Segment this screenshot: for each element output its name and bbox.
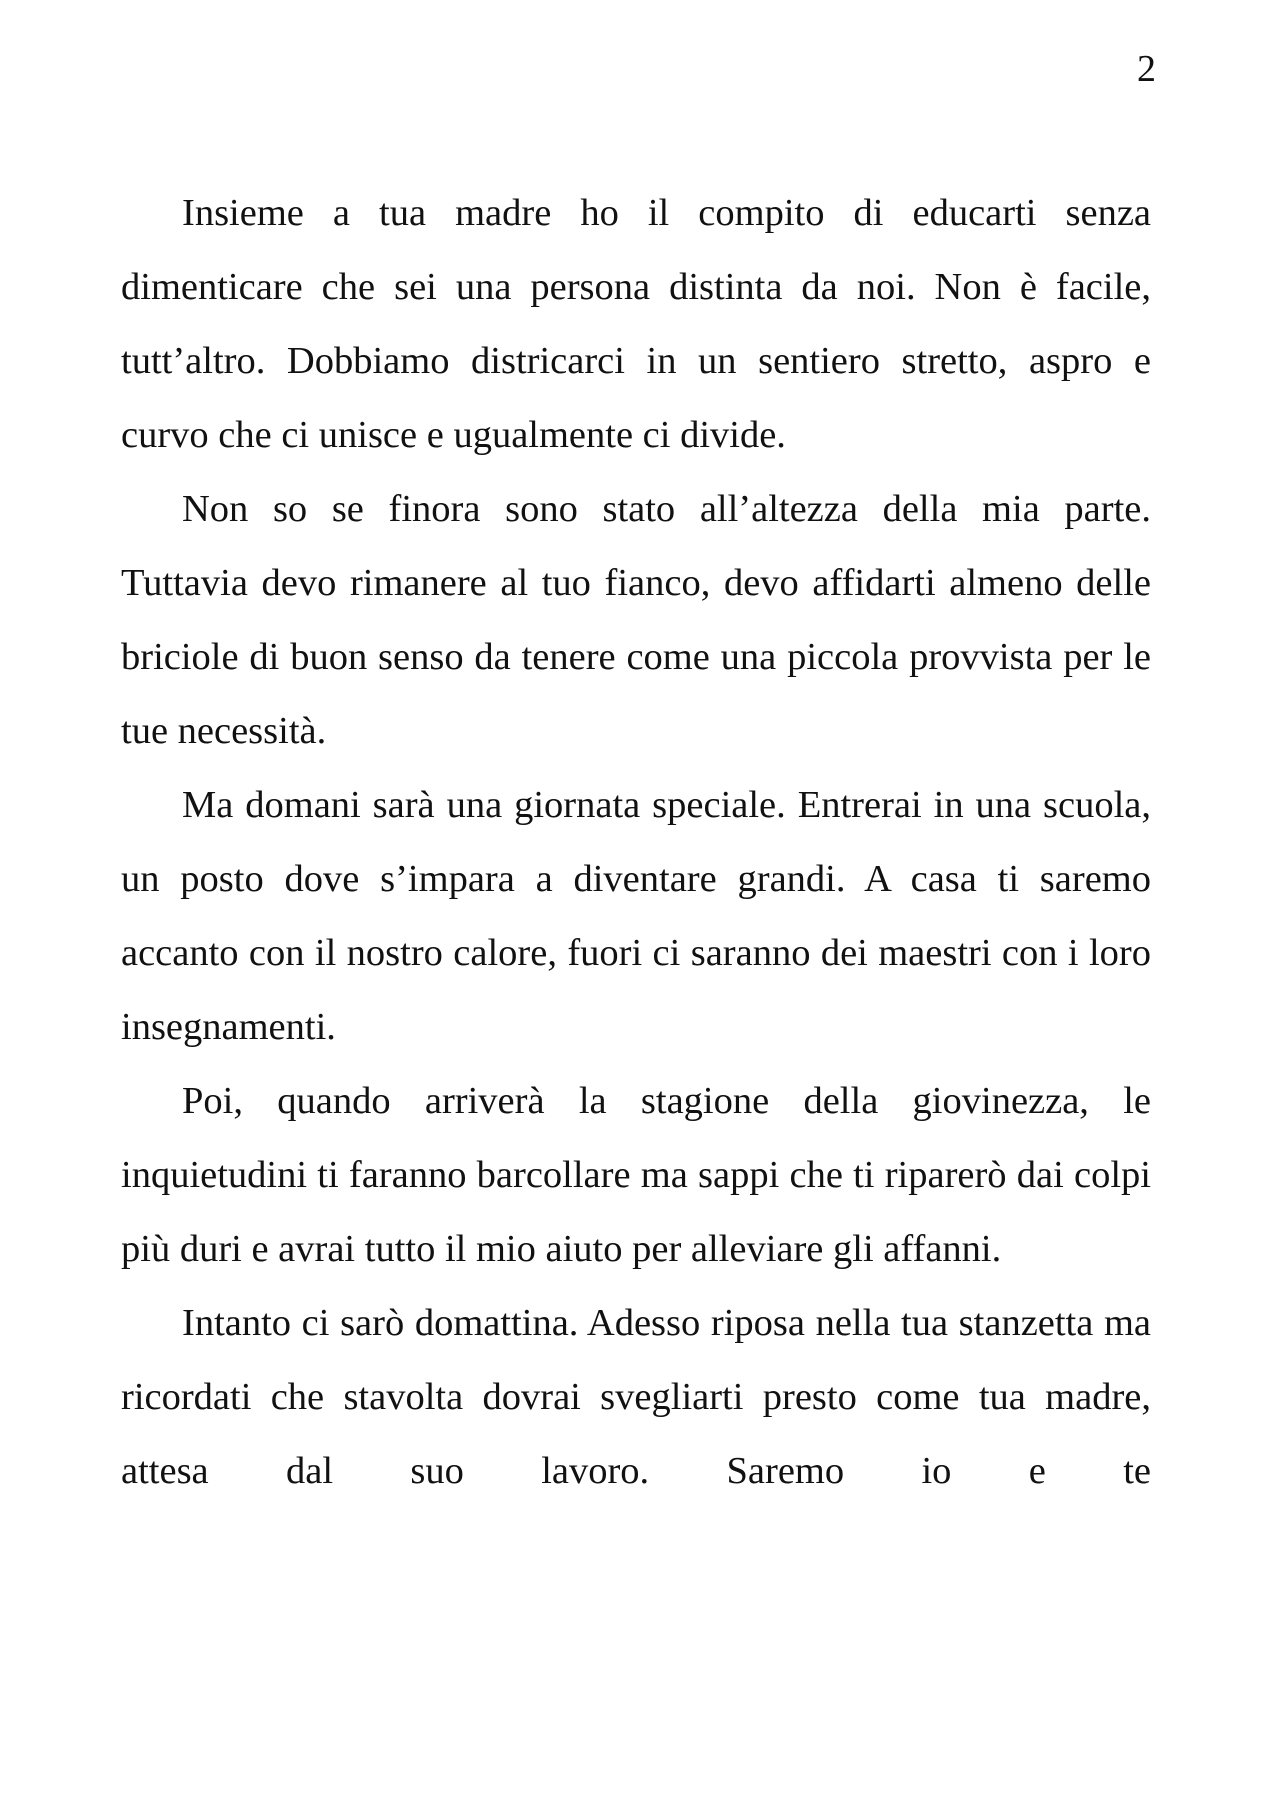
paragraph: Ma domani sarà una giornata speciale. Entrerai in una scuola, un posto dove s’impara a diventare grandi. A casa ti saremo accanto con il nostro calore, fuori ci saranno dei maestri con i loro insegnamenti. bbox=[121, 784, 1151, 1048]
paragraph: Insieme a tua madre ho il compito di educarti senza dimenticare che sei una persona distinta da noi. Non è facile, tutt’altro. Dobbiamo districarci in un sentiero stretto, aspro e curvo che ci unisce e ugualmente ci divide. bbox=[121, 192, 1151, 456]
paragraph: Intanto ci sarò domattina. Adesso riposa nella tua stanzetta ma ricordati che stavolta dovrai svegliarti presto come tua madre, attesa dal suo lavoro. Saremo io e te bbox=[121, 1302, 1151, 1492]
paragraph: Non so se finora sono stato all’altezza della mia parte. Tuttavia devo rimanere al tuo fianco, devo affidarti almeno delle briciole di buon senso da tenere come una piccola provvista per le tue necessità. bbox=[121, 488, 1151, 752]
body-text bbox=[121, 176, 1151, 1508]
page-number: 2 bbox=[1137, 48, 1156, 90]
paragraph: Poi, quando arriverà la stagione della giovinezza, le inquietudini ti faranno barcollare ma sappi che ti riparerò dai colpi più duri e avrai tutto il mio aiuto per alleviare gli affanni. bbox=[121, 1080, 1151, 1270]
